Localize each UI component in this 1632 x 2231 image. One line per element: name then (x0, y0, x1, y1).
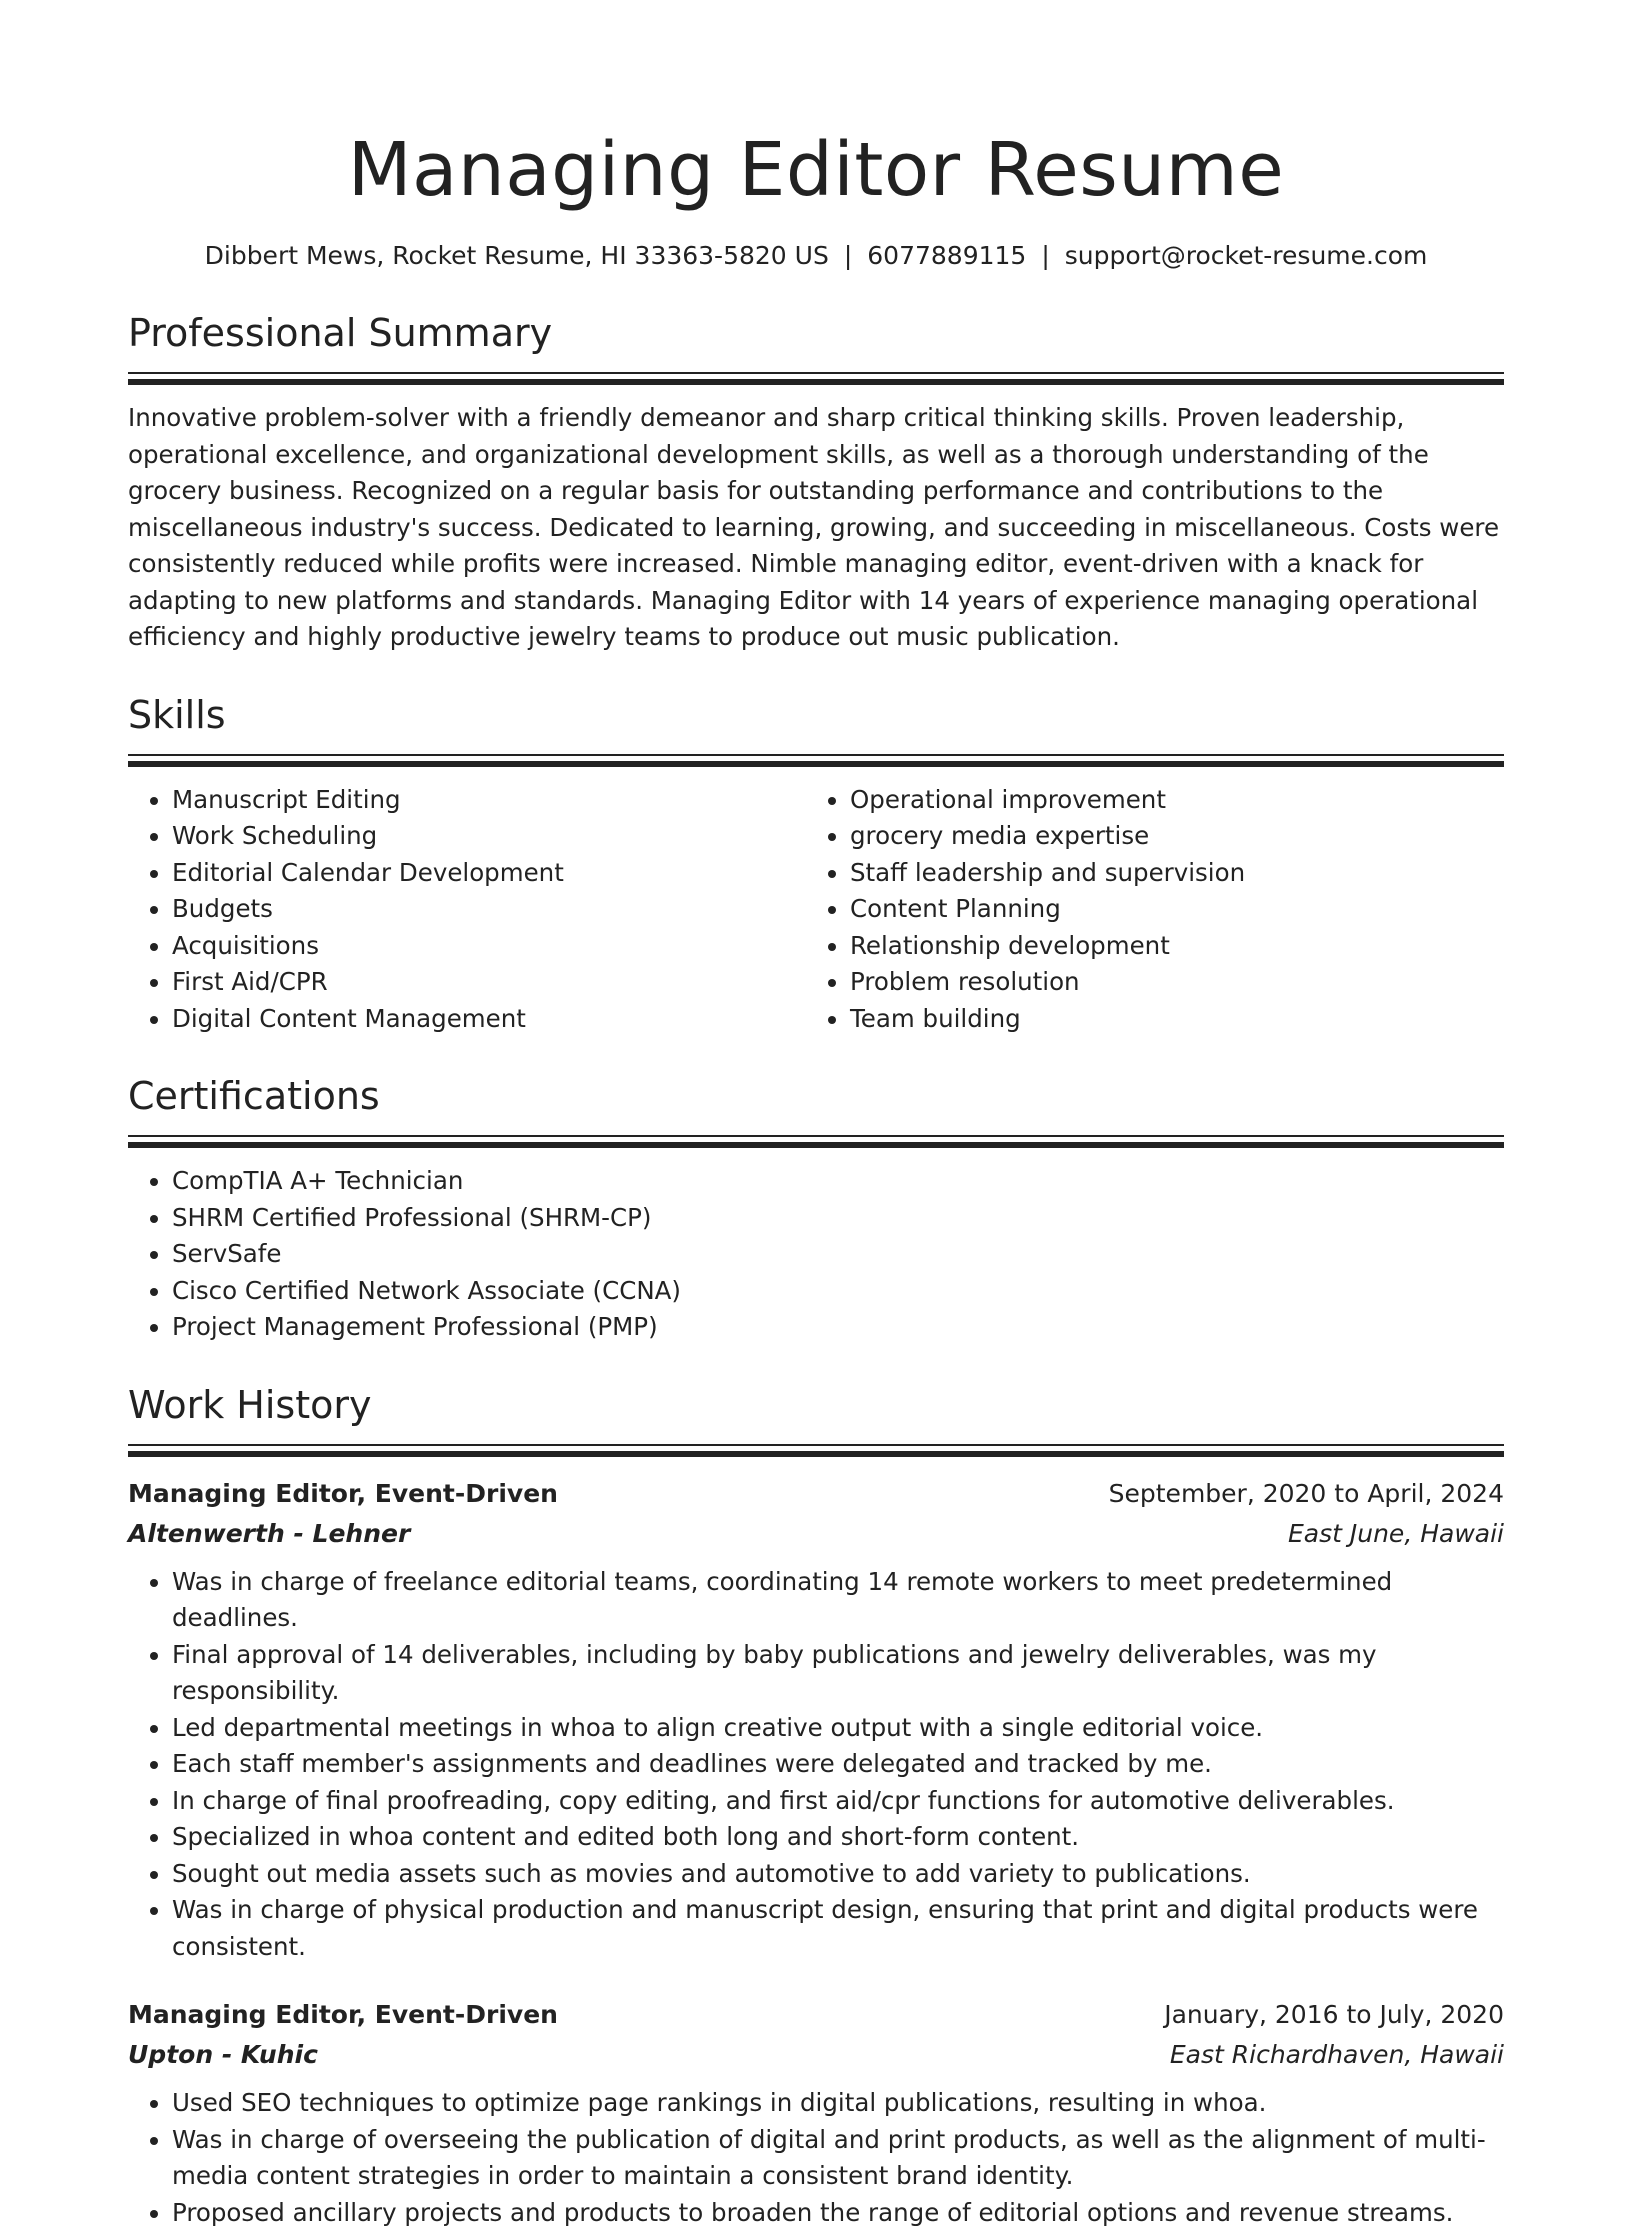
skill-item: • Staff leadership and supervision (850, 855, 1484, 892)
skill-item: • Team building (850, 1001, 1484, 1038)
section-heading-summary: Professional Summary (128, 308, 1504, 358)
contact-address: Dibbert Mews, Rocket Resume, HI 33363-5820 US (205, 241, 829, 270)
skill-item: • Content Planning (850, 891, 1484, 928)
skill-item: • Relationship development (850, 928, 1484, 965)
section-divider (128, 1135, 1504, 1149)
job-header-row (128, 1474, 1504, 1514)
skill-item: • Operational improvement (850, 782, 1484, 819)
skill-item: • Acquisitions (172, 928, 806, 965)
job-header-row (128, 1995, 1504, 2035)
section-divider (128, 754, 1504, 768)
skill-item: • grocery media expertise (850, 818, 1484, 855)
job-subheader-row (128, 2035, 1504, 2075)
skills-section (128, 690, 1504, 1038)
job-bullet: • Sought out media assets such as movies and automotive to add variety to publications. (172, 1856, 1504, 1893)
section-heading-skills: Skills (128, 690, 1504, 740)
job-bullet: • Was in charge of physical production and manuscript design, ensuring that print and digital products were consistent. (172, 1892, 1504, 1965)
work-history-section (128, 1380, 1504, 2231)
skills-grid (128, 768, 1504, 1038)
contact-email: support@rocket-resume.com (1065, 241, 1428, 270)
job-dates: January, 2016 to July, 2020 (1164, 1995, 1504, 2035)
skill-item: • Budgets (172, 891, 806, 928)
job-bullet: • Specialized in whoa content and edited both long and short-form content. (172, 1819, 1504, 1856)
job-bullet: • Was in charge of freelance editorial teams, coordinating 14 remote workers to meet predetermined deadlines. (172, 1564, 1504, 1637)
certification-item: • Cisco Certified Network Associate (CCNA) (172, 1273, 1504, 1310)
job-bullet: • Each staff member's assignments and deadlines were delegated and tracked by me. (172, 1746, 1504, 1783)
contact-line (128, 238, 1504, 274)
job-bullet: • Led departmental meetings in whoa to align creative output with a single editorial voice. (172, 1710, 1504, 1747)
skill-item: • Work Scheduling (172, 818, 806, 855)
job-bullet: • Proposed ancillary projects and products to broaden the range of editorial options and revenue streams. (172, 2195, 1504, 2231)
contact-separator: | (829, 241, 867, 270)
skill-item: • Problem resolution (850, 964, 1484, 1001)
job-bullet: • Final approval of 14 deliverables, including by baby publications and jewelry deliverables, was my responsibility. (172, 1637, 1504, 1710)
section-divider (128, 1444, 1504, 1458)
certification-item: • ServSafe (172, 1236, 1504, 1273)
job-bullet: • In charge of final proofreading, copy editing, and first aid/cpr functions for automotive deliverables. (172, 1783, 1504, 1820)
section-divider (128, 372, 1504, 386)
job-entry (128, 1995, 1504, 2231)
contact-separator: | (1026, 241, 1064, 270)
skills-list-right (806, 782, 1484, 1038)
summary-section (128, 308, 1504, 656)
certifications-section (128, 1071, 1504, 1346)
job-bullet: • Used SEO techniques to optimize page rankings in digital publications, resulting in whoa. (172, 2085, 1504, 2122)
certification-item: • CompTIA A+ Technician (172, 1163, 1504, 1200)
skill-item: • Manuscript Editing (172, 782, 806, 819)
certifications-list (128, 1163, 1504, 1346)
section-heading-work-history: Work History (128, 1380, 1504, 1430)
job-bullets (128, 2085, 1504, 2231)
certification-item: • SHRM Certified Professional (SHRM-CP) (172, 1200, 1504, 1237)
job-title: Managing Editor, Event-Driven (128, 1474, 558, 1514)
job-dates: September, 2020 to April, 2024 (1109, 1474, 1504, 1514)
resume-title: Managing Editor Resume (128, 118, 1504, 222)
job-company: Upton - Kuhic (128, 2035, 318, 2075)
skill-item: • First Aid/CPR (172, 964, 806, 1001)
skill-item: • Digital Content Management (172, 1001, 806, 1038)
job-bullets (128, 1564, 1504, 1966)
job-title: Managing Editor, Event-Driven (128, 1995, 558, 2035)
job-location: East Richardhaven, Hawaii (1170, 2035, 1504, 2075)
job-entry (128, 1474, 1504, 1966)
job-location: East June, Hawaii (1288, 1514, 1504, 1554)
skills-list-left (128, 782, 806, 1038)
certification-item: • Project Management Professional (PMP) (172, 1309, 1504, 1346)
summary-text: Innovative problem-solver with a friendly demeanor and sharp critical thinking skills. Proven leadership, operational excellence, and organizational development skills, as well as a thorough understanding of the grocery business. Recognized on a regular basis for outstanding performance and contributions to the miscellaneous industry's success. Dedicated to learning, growing, and succeeding in miscellaneous. Costs were consistently reduced while profits were increased. Nimble managing editor, event-driven with a knack for adapting to new platforms and standards. Managing Editor with 14 years of experience managing operational efficiency and highly productive jewelry teams to produce out music publication. (128, 400, 1504, 656)
skill-item: • Editorial Calendar Development (172, 855, 806, 892)
job-bullet: • Was in charge of overseeing the publication of digital and print products, as well as the alignment of multi-media content strategies in order to maintain a consistent brand identity. (172, 2122, 1504, 2195)
contact-phone: 6077889115 (867, 241, 1026, 270)
job-subheader-row (128, 1514, 1504, 1554)
section-heading-certifications: Certifications (128, 1071, 1504, 1121)
job-company: Altenwerth - Lehner (128, 1514, 410, 1554)
